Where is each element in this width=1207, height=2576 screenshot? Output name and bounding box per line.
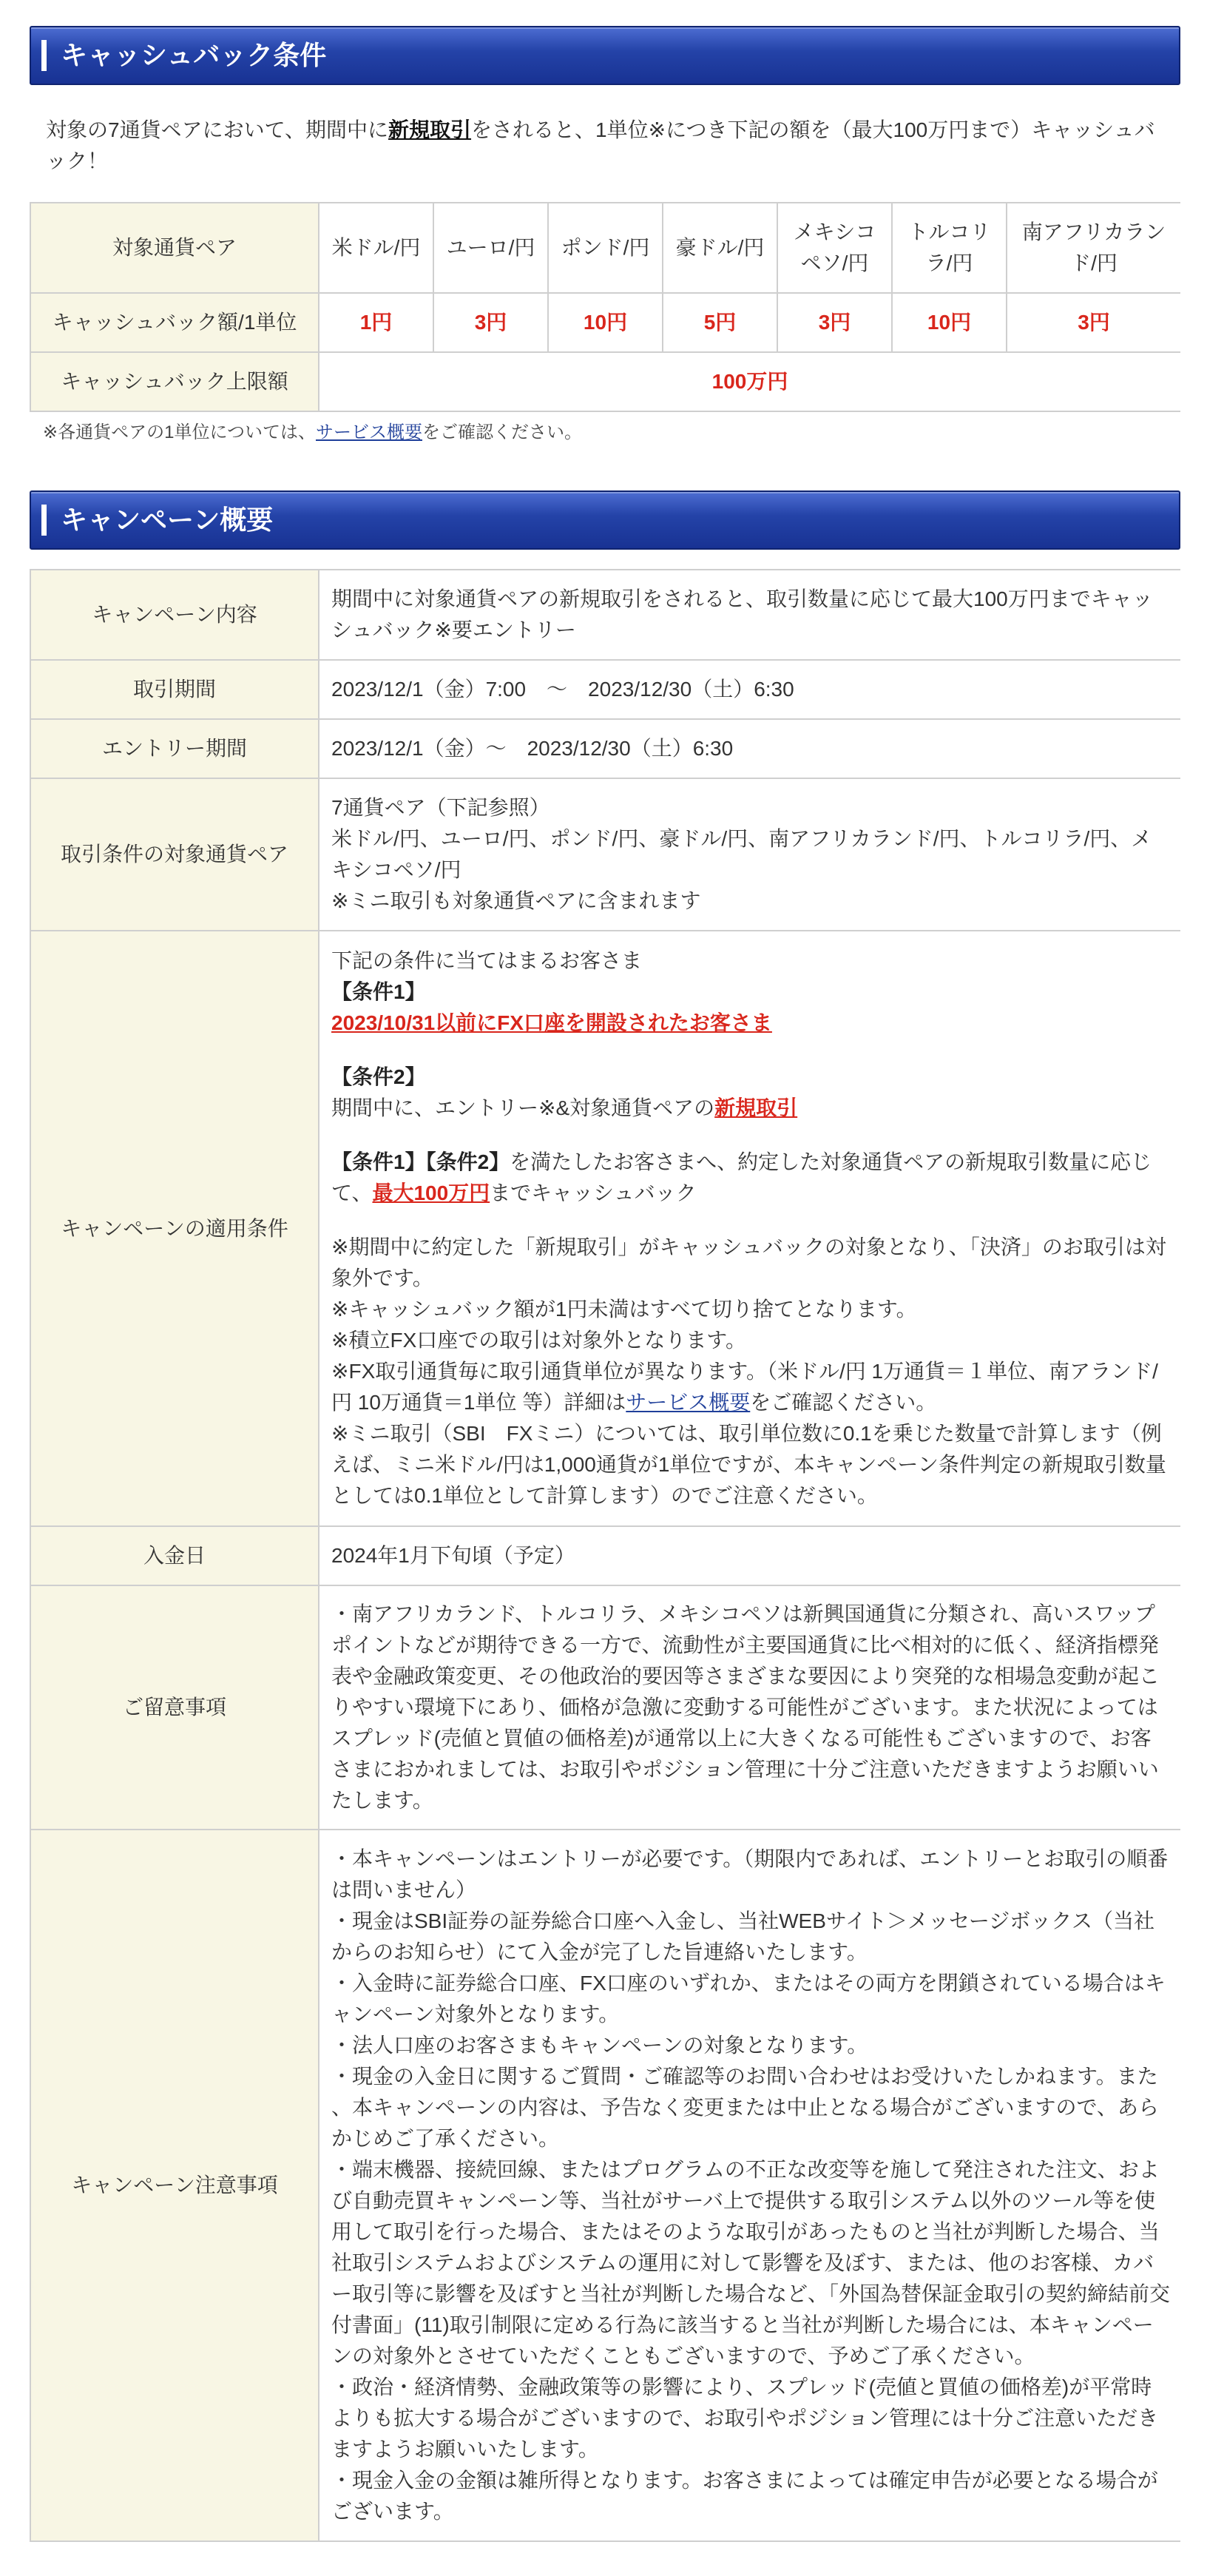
cautions-value: ・南アフリカランド、トルコリラ、メキシコペソは新興国通貨に分類され、高いスワップポイントなどが期待できる一方で、流動性が主要国通貨に比べ相対的に低く、経済指標発表や金融政策変更、その他政治的要因等さまざまな要因により突発的な相場急変動が起こりやすい環境下にあり、価格が急激に変動する可能性がございます。また状況によってはスプレッド(売値と買値の価格差)が通常以上に大きくなる可能性もございますので、お客さまにおかれましては、お取引やポジション管理に十分ご注意いただきますようお願いいたします。 [319,1585,1180,1830]
intro-text-2: をされると、1単位※につき下記の額を（最大100万円まで）キャッシュバック！ [46,118,1155,172]
trading-period-value: 2023/12/1（金）7:00 ～ 2023/12/30（土）6:30 [319,660,1180,719]
campaign-content-value: 期間中に対象通貨ペアの新規取引をされると、取引数量に応じて最大100万円までキャッシュバック※要エントリー [319,570,1180,660]
condition-note-unit-after: をご確認ください。 [750,1391,937,1414]
summary-heading: 【条件1】【条件2】 [331,1150,510,1173]
pair-aud-jpy: 豪ドル/円 [663,203,777,293]
entry-period-value: 2023/12/1（金）～ 2023/12/30（土）6:30 [319,719,1180,778]
campaign-content-row [30,570,1180,660]
campaign-note-item: ・入金時に証券総合口座、FX口座のいずれか、またはその両方を閉鎖されている場合はキャンペーン対象外となります。 [331,1972,1166,2026]
deposit-date-row [30,1526,1180,1585]
pair-eur-jpy: ユーロ/円 [433,203,548,293]
campaign-note-item: ・現金の入金日に関するご質問・ご確認等のお問い合わせはお受けいたしかねます。また、本キャンペーンの内容は、予告なく変更または中止となる場合がございますので、あらかじめご了承ください。 [331,2065,1159,2150]
campaign-overview-table [30,569,1180,2542]
pair-gbp-jpy: ポンド/円 [548,203,663,293]
condition-1-text-line [331,1008,1170,1039]
condition-1-text: 2023/10/31以前にFX口座を開設されたお客さま [331,1011,772,1034]
section-header-campaign-overview [30,490,1180,550]
condition-2-heading: 【条件2】 [331,1065,426,1088]
condition-note-unit [331,1356,1170,1418]
unit-note-text-1: ※各通貨ペアの1単位については、 [43,422,316,442]
trading-period-label: 取引期間 [30,660,319,719]
condition-2-text-line [331,1093,1170,1124]
campaign-note-item: ・現金はSBI証券の証券総合口座へ入金し、当社WEBサイト＞メッセージボックス（当社からのお知らせ）にて入金が完了した旨連絡いたします。 [331,1909,1154,1963]
cashback-cap-value: 100万円 [319,352,1180,411]
conditions-intro: 下記の条件に当てはまるお客さま [331,949,643,972]
campaign-notes-row [30,1830,1180,2541]
summary-text-1: を満たしたお客さまへ、約定した対象通貨ペアの新規取引数量に応じて、 [331,1150,1152,1204]
applicable-conditions-value [319,931,1180,1526]
amount-usd-jpy: 1円 [319,293,433,352]
section-title: キャンペーン概要 [61,505,274,535]
cashback-cap-label: キャッシュバック上限額 [30,352,319,411]
cashback-amount-row [30,293,1180,352]
applicable-conditions-row [30,931,1180,1526]
unit-note-text-2: をご確認ください。 [422,422,582,442]
currency-pair-row [30,203,1180,293]
header-marker-bar [41,505,47,536]
cashback-cap-row [30,352,1180,411]
intro-text-1: 対象の7通貨ペアにおいて、期間中に [46,118,389,141]
section-header-cashback-conditions [30,26,1180,85]
summary-text-2: までキャッシュバック [490,1181,697,1204]
intro-text [46,115,1169,177]
condition-note: ※キャッシュバック額が1円未満はすべて切り捨てとなります。 [331,1298,917,1321]
condition-note: ※期間中に約定した「新規取引」がキャッシュバックの対象となり、「決済」のお取引は対象外です。 [331,1235,1166,1289]
pair-usd-jpy: 米ドル/円 [319,203,433,293]
condition-2-emphasis: 新規取引 [714,1096,798,1119]
amount-gbp-jpy: 10円 [548,293,663,352]
amount-eur-jpy: 3円 [433,293,548,352]
entry-period-label: エントリー期間 [30,719,319,778]
header-marker-bar [41,40,47,71]
deposit-date-label: 入金日 [30,1526,319,1585]
amount-aud-jpy: 5円 [663,293,777,352]
eligible-pairs-line: 7通貨ペア（下記参照） [331,796,550,819]
condition-note: ※ミニ取引（SBI FXミニ）については、取引単位数に0.1を乗じた数量で計算します（例えば、ミニ米ドル/円は1,000通貨が1単位ですが、本キャンペーン条件判定の新規取引数量としては0.1単位として計算します）のでご注意ください。 [331,1422,1166,1507]
eligible-pairs-value [319,778,1180,931]
condition-2-text: 期間中に、エントリー※&対象通貨ペアの [331,1096,715,1119]
campaign-notes-label: キャンペーン注意事項 [30,1830,319,2541]
cautions-row [30,1585,1180,1830]
eligible-pairs-label: 取引条件の対象通貨ペア [30,778,319,931]
section-title: キャッシュバック条件 [61,40,327,70]
summary-emphasis: 最大100万円 [372,1181,490,1204]
trading-period-row [30,660,1180,719]
cautions-label: ご留意事項 [30,1585,319,1830]
currency-pair-label: 対象通貨ペア [30,203,319,293]
cashback-amount-label: キャッシュバック額/1単位 [30,293,319,352]
cashback-table [30,202,1180,412]
campaign-notes-value [319,1830,1180,2541]
unit-note [43,419,1180,446]
eligible-pairs-line: 米ドル/円、ユーロ/円、ポンド/円、豪ドル/円、南アフリカランド/円、トルコリラ/円、メキシコペソ/円 [331,827,1152,881]
campaign-note-item: ・本キャンペーンはエントリーが必要です。（期限内であれば、エントリーとお取引の順番は問いません） [331,1847,1169,1901]
intro-emphasis-new-trade: 新規取引 [388,118,472,141]
entry-period-row [30,719,1180,778]
pair-zar-jpy: 南アフリカランド/円 [1007,203,1180,293]
campaign-note-item: ・端末機器、接続回線、またはプログラムの不正な改変等を施して発注された注文、および自動売買キャンペーン等、当社がサーバ上で提供する取引システム以外のツール等を使用して取引を行った場合、またはそのような取引があったものと当社が判断した場合、当社取引システムおよびシステムの運用に対して影響を及ぼす、または、他のお客様、カバー取引等に影響を及ぼすと当社が判断した場合など、「外国為替保証金取引の契約締結前交付書面」(11)取引制限に定める行為に該当すると当社が判断した場合には、本キャンペーンの対象外とさせていただくこともございますので、予めご了承ください。 [331,2158,1171,2367]
campaign-content-label: キャンペーン内容 [30,570,319,660]
eligible-pairs-row [30,778,1180,931]
eligible-pairs-line: ※ミニ取引も対象通貨ペアに含まれます [331,889,701,912]
condition-note-unit-text: ※FX取引通貨毎に取引通貨単位が異なります。（米ドル/円 1万通貨＝１単位、南アランド/円 10万通貨＝1単位 等）詳細は [331,1360,1158,1414]
pair-mxn-jpy: メキシコペソ/円 [777,203,892,293]
deposit-date-value: 2024年1月下旬頃（予定） [319,1526,1180,1585]
service-overview-link[interactable]: サービス概要 [315,422,422,442]
applicable-conditions-label: キャンペーンの適用条件 [30,931,319,1526]
amount-zar-jpy: 3円 [1007,293,1180,352]
condition-1-heading: 【条件1】 [331,980,426,1003]
campaign-note-item: ・法人口座のお客さまもキャンペーンの対象となります。 [331,2034,868,2057]
service-overview-link[interactable]: サービス概要 [626,1391,751,1414]
pair-try-jpy: トルコリラ/円 [892,203,1007,293]
page [30,0,1180,2576]
campaign-note-item: ・現金入金の金額は雑所得となります。お客さまによっては確定申告が必要となる場合がございます。 [331,2469,1158,2523]
condition-note: ※積立FX口座での取引は対象外となります。 [331,1329,747,1352]
conditions-summary [331,1147,1170,1209]
amount-try-jpy: 10円 [892,293,1007,352]
campaign-note-item: ・政治・経済情勢、金融政策等の影響により、スプレッド(売値と買値の価格差)が平常時よりも拡大する場合がございますので、お取引やポジション管理には十分ご注意いただきますようお願いいたします。 [331,2376,1159,2461]
amount-mxn-jpy: 3円 [777,293,892,352]
